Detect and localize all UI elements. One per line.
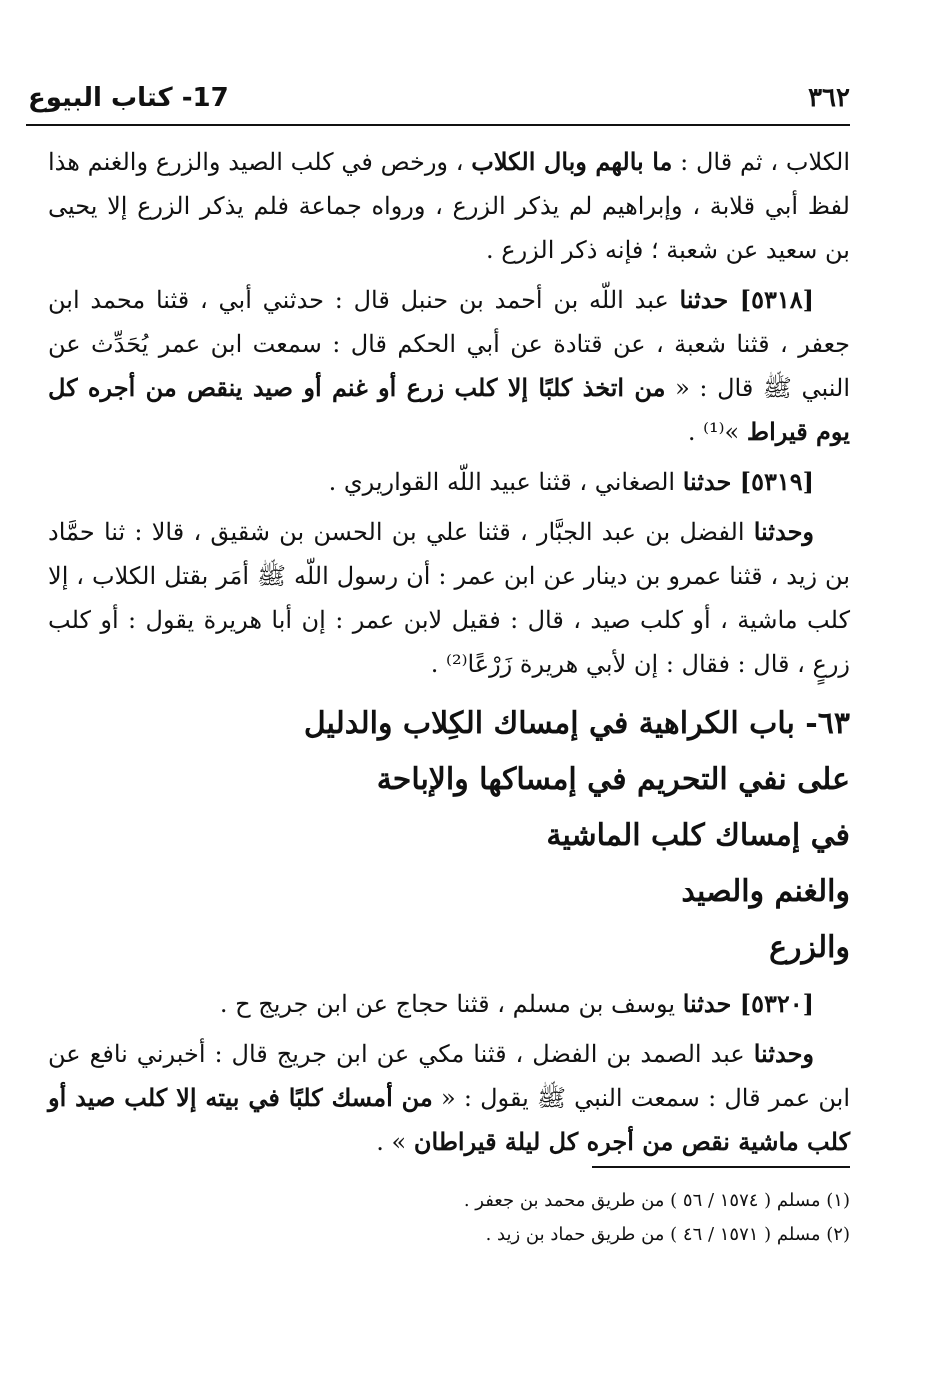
page-number: ٣٦٢ xyxy=(808,83,850,113)
hadith-5319 xyxy=(48,460,850,504)
text: عبد الصمد بن الفضل ، قثنا مكي عن ابن جريج قال : أخبرني نافع عن ابن عمر قال : سمعت النبي ﷺ يقول : « xyxy=(48,1040,850,1112)
text: ، ورخص في كلب الصيد والزرع والغنم هذا لفظ أبي قلابة ، وإبراهيم لم يذكر الزرع ، ورواه جماعة فلم يذكر الزرع إلا يحيى بن سعيد عن شعبة ؛ فإنه ذكر الزرع . xyxy=(48,148,850,264)
chapter-title: 17- كتاب البيوع xyxy=(28,83,229,113)
text: عبد اللّه بن أحمد بن حنبل قال : حدثني أبي ، قثنا محمد ابن جعفر ، قثنا شعبة ، عن قتادة عن أبي الحكم قال : سمعت ابن عمر يُحَدِّث عن النبي ﷺ قال : « xyxy=(48,286,850,402)
heading-line-2: على نفي التحريم في إمساكها والإباحة xyxy=(376,762,850,797)
heading-line-4: والغنم والصيد xyxy=(681,874,850,909)
main-text xyxy=(48,140,850,1170)
hadith-quote-bold: ما بالهم وبال الكلاب xyxy=(471,147,673,176)
page-header xyxy=(28,78,850,118)
heading-line-5: والزرع xyxy=(769,930,850,965)
heading-line-1: ٦٣- باب الكراهية في إمساك الكِلاب والدليل xyxy=(303,706,850,741)
hadith-quote-bold: من أمسك كلبًا في بيته إلا كلب صيد أو كلب ماشية نقص من أجره كل ليلة قيراطان xyxy=(48,1083,850,1156)
text: الكلاب ، ثم قال : xyxy=(672,148,850,176)
text: »⁽¹⁾ . xyxy=(687,418,747,446)
footnote-rule xyxy=(592,1166,850,1168)
hadith-5318 xyxy=(48,278,850,454)
paragraph-1 xyxy=(48,140,850,272)
hadith-5319-cont xyxy=(48,510,850,686)
text: يوسف بن مسلم ، قثنا حجاج عن ابن جريج ح . xyxy=(219,990,683,1018)
chapter-heading xyxy=(48,696,850,976)
hadith-5320 xyxy=(48,982,850,1026)
hadith-number: [٥٣٢٠] حدثنا xyxy=(682,989,814,1018)
hadith-quote-bold: من اتخذ كلبًا إلا كلب زرع أو غنم أو صيد ينقص من أجره كل يوم قيراط xyxy=(48,373,850,446)
heading-line-3: في إمساك كلب الماشية xyxy=(546,818,850,853)
text: الصغاني ، قثنا عبيد اللّه القواريري . xyxy=(328,468,683,496)
footnote-2: (٢) مسلم ( ١٥٧١ / ٤٦ ) من طريق حماد بن زيد . xyxy=(485,1224,850,1245)
narration-start: وحدثنا xyxy=(753,1039,814,1068)
text: الفضل بن عبد الجبَّار ، قثنا علي بن الحسن بن شقيق ، قالا : ثنا حمَّاد بن زيد ، قثنا عمرو بن دينار عن ابن عمر : أن رسول اللّه ﷺ أمَر بقتل الكلاب ، إلا كلب ماشية ، أو كلب صيد ، قال : فقيل لابن عمر : إن أبا هريرة يقول : أو كلب زرعٍ ، قال : فقال : إن لأبي هريرة زَرْعًا⁽²⁾ . xyxy=(48,518,850,678)
text: » . xyxy=(376,1128,414,1156)
footnotes xyxy=(48,1184,850,1252)
header-rule xyxy=(26,124,850,126)
footnote-1: (١) مسلم ( ١٥٧٤ / ٥٦ ) من طريق محمد بن جعفر . xyxy=(463,1190,850,1211)
hadith-number: [٥٣١٩] حدثنا xyxy=(682,467,814,496)
hadith-5320-cont xyxy=(48,1032,850,1164)
narration-start: وحدثنا xyxy=(753,517,814,546)
hadith-number: [٥٣١٨] حدثنا xyxy=(679,285,814,314)
